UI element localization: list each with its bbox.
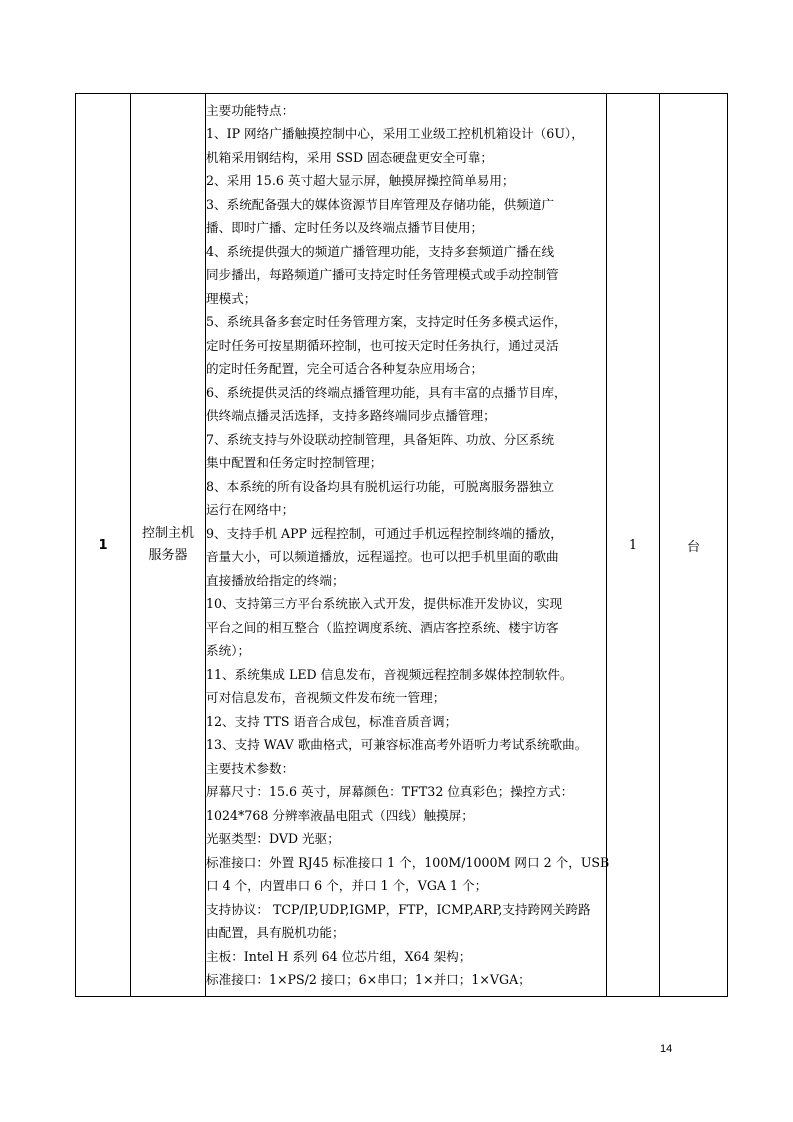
description-line: 的定时任务配置，完全可适合各种复杂应用场合； bbox=[206, 361, 484, 376]
table-row bbox=[76, 94, 728, 997]
description-line: 4、系统提供强大的频道广播管理功能，支持多套频道广播在线 bbox=[206, 243, 555, 259]
description-line: 主板：Intel H 系列 64 位芯片组，X64 架构； bbox=[206, 948, 472, 964]
description-line: 音量大小，可以频道播放，远程遥控。也可以把手机里面的歌曲 bbox=[206, 549, 559, 564]
description-line: 2、采用 15.6 英寸超大显示屏，触摸屏操控简单易用； bbox=[206, 173, 515, 188]
description-line: 11、系统集成 LED 信息发布，音视频远程控制多媒体控制软件。 bbox=[206, 666, 573, 682]
description-line: 系统）； bbox=[206, 643, 251, 658]
description-line: 运行在网络中； bbox=[206, 502, 295, 517]
item-unit: 台 bbox=[660, 94, 728, 997]
description-line: 定时任务可按星期循环控制，也可按天定时任务执行，通过灵活 bbox=[206, 337, 559, 353]
item-number: 1 bbox=[76, 94, 131, 997]
description-line: 标准接口：外置 RJ45 标准接口 1 个，100M/1000M 网口 2 个，USB bbox=[206, 854, 610, 870]
description-line: 1、IP 网络广播触摸控制中心，采用工业级工控机机箱设计（6U）， bbox=[206, 126, 584, 141]
equipment-spec-table bbox=[75, 93, 728, 997]
description-line: 集中配置和任务定时控制管理； bbox=[206, 455, 383, 470]
description-line: 光驱类型：DVD 光驱； bbox=[206, 831, 340, 846]
description-line: 理模式； bbox=[206, 290, 257, 306]
description-line: 6、系统提供灵活的终端点播管理功能，具有丰富的点播节目库， bbox=[206, 384, 567, 400]
description-line: 主要功能特点： bbox=[206, 102, 295, 118]
description-line: 1024*768 分辨率液晶电阻式（四线）触摸屏； bbox=[206, 807, 474, 823]
description-line: 支持协议： TCP/IP,UDP,IGMP，FTP，ICMP,ARP,支持跨网关跨路 bbox=[206, 901, 591, 917]
description-line: 供终端点播灵活选择，支持多路终端同步点播管理； bbox=[206, 408, 496, 423]
description-line: 主要技术参数： bbox=[206, 760, 295, 776]
description-line: 可对信息发布，音视频文件发布统一管理； bbox=[206, 690, 446, 705]
item-name-line: 控制主机 bbox=[141, 526, 194, 541]
description-line: 同步播出，每路频道广播可支持定时任务管理模式或手动控制管 bbox=[206, 267, 559, 282]
description-line: 直接播放给指定的终端； bbox=[206, 572, 345, 588]
item-quantity: 1 bbox=[607, 94, 660, 997]
description-lines bbox=[206, 99, 610, 992]
description-line: 7、系统支持与外设联动控制管理，具备矩阵、功放、分区系统 bbox=[206, 431, 555, 447]
description-line: 标准接口：1×PS/2 接口；6×串口；1×并口；1×VGA； bbox=[206, 972, 531, 987]
page-number: 14 bbox=[660, 1043, 673, 1055]
item-name-line: 服务器 bbox=[148, 548, 188, 563]
description-line: 屏幕尺寸：15.6 英寸，屏幕颜色：TFT32 位真彩色；操控方式： bbox=[206, 784, 574, 799]
description-line: 12、支持 TTS 语音合成包，标准音质音调； bbox=[206, 713, 458, 729]
item-description bbox=[206, 94, 610, 997]
description-line: 9、支持手机 APP 远程控制，可通过手机远程控制终端的播放， bbox=[206, 525, 563, 541]
description-line: 机箱采用钢结构，采用 SSD 固态硬盘更安全可靠； bbox=[206, 149, 494, 165]
description-line: 3、系统配备强大的媒体资源节目库管理及存储功能，供频道广 bbox=[206, 196, 555, 212]
description-line: 由配置，具有脱机功能； bbox=[206, 925, 345, 940]
description-line: 5、系统具备多套定时任务管理方案，支持定时任务多模式运作， bbox=[206, 314, 567, 329]
description-line: 8、本系统的所有设备均具有脱机运行功能，可脱离服务器独立 bbox=[206, 478, 555, 494]
description-line: 平台之间的相互整合（监控调度系统、酒店客控系统、楼宇访客 bbox=[206, 619, 559, 635]
description-line: 播、即时广播、定时任务以及终端点播节目使用； bbox=[206, 220, 484, 235]
description-line: 10、支持第三方平台系统嵌入式开发，提供标准开发协议，实现 bbox=[206, 596, 563, 611]
description-line: 13、支持 WAV 歌曲格式，可兼容标准高考外语听力考试系统歌曲。 bbox=[206, 737, 588, 752]
description-line: 口 4 个，内置串口 6 个，并口 1 个，VGA 1 个； bbox=[206, 878, 488, 893]
item-name bbox=[131, 94, 206, 997]
